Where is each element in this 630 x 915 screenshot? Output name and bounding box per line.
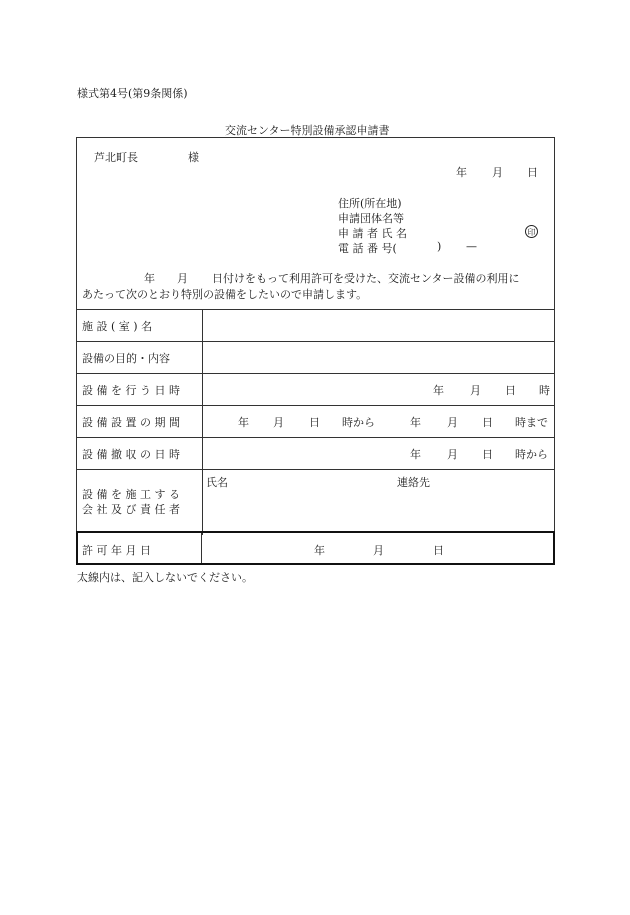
column-divider (202, 309, 203, 535)
install-hour: 時 (539, 384, 550, 397)
date-day: 日 (527, 166, 538, 179)
form-title: 交流センター特別設備承認申請書 (225, 124, 390, 137)
date-year: 年 (456, 166, 467, 179)
date-month: 月 (492, 166, 503, 179)
removal-year: 年 (410, 448, 421, 461)
form-number: 様式第4号(第9条関係) (77, 87, 188, 100)
row-label-install-datetime: 設 備 を 行 う 日 時 (82, 384, 180, 397)
group-label: 申請団体名等 (338, 212, 404, 225)
divider (77, 405, 554, 406)
install-month: 月 (470, 384, 481, 397)
phone-label: 電 話 番 号( (338, 242, 397, 255)
row-label-period: 設 備 設 置 の 期 間 (82, 416, 180, 429)
period-end-month: 月 (447, 416, 458, 429)
addressee-name: 芦北町長 (94, 151, 138, 164)
period-end-hour: 時まで (515, 416, 548, 429)
removal-month: 月 (447, 448, 458, 461)
row-label-facility: 施 設 ( 室 ) 名 (82, 320, 153, 333)
intro-line2: あたって次のとおり特別の設備をしたいので申請します。 (82, 288, 368, 301)
period-end-year: 年 (410, 416, 421, 429)
divider (77, 437, 554, 438)
permit-day: 日 (433, 544, 444, 557)
applicant-name-label: 申 請 者 氏 名 (338, 227, 407, 240)
period-start-day: 日 (309, 416, 320, 429)
removal-hour: 時から (515, 448, 548, 461)
period-start-hour: 時から (342, 416, 375, 429)
phone-close: ) (437, 240, 442, 253)
addressee-honorific: 様 (188, 151, 199, 164)
intro-month: 月 (177, 272, 188, 285)
row-label-purpose: 設備の目的・内容 (82, 352, 170, 365)
address-label: 住所(所在地) (338, 197, 402, 210)
intro-year: 年 (144, 272, 155, 285)
seal-icon: 印 (525, 225, 538, 238)
phone-dash: — (466, 240, 477, 253)
divider (77, 341, 554, 342)
intro-line1: 日付けをもって利用許可を受けた、交流センター設備の利用に (212, 272, 520, 285)
divider (77, 309, 554, 310)
row-label-contractor-1: 設 備 を 施 工 す る (82, 488, 180, 501)
row-label-contractor-2: 会 社 及 び 責 任 者 (82, 503, 180, 516)
row-label-removal-datetime: 設 備 撤 収 の 日 時 (82, 448, 180, 461)
removal-day: 日 (482, 448, 493, 461)
install-day: 日 (505, 384, 516, 397)
footnote: 太線内は、記入しないでください。 (77, 571, 253, 584)
contractor-contact-label: 連絡先 (397, 476, 430, 489)
contractor-name-label: 氏名 (206, 476, 228, 489)
divider (77, 469, 554, 470)
period-end-day: 日 (482, 416, 493, 429)
divider (77, 373, 554, 374)
period-start-month: 月 (273, 416, 284, 429)
permit-month: 月 (373, 544, 384, 557)
period-start-year: 年 (238, 416, 249, 429)
install-year: 年 (433, 384, 444, 397)
permit-year: 年 (314, 544, 325, 557)
row-label-permit-date: 許 可 年 月 日 (82, 544, 151, 557)
